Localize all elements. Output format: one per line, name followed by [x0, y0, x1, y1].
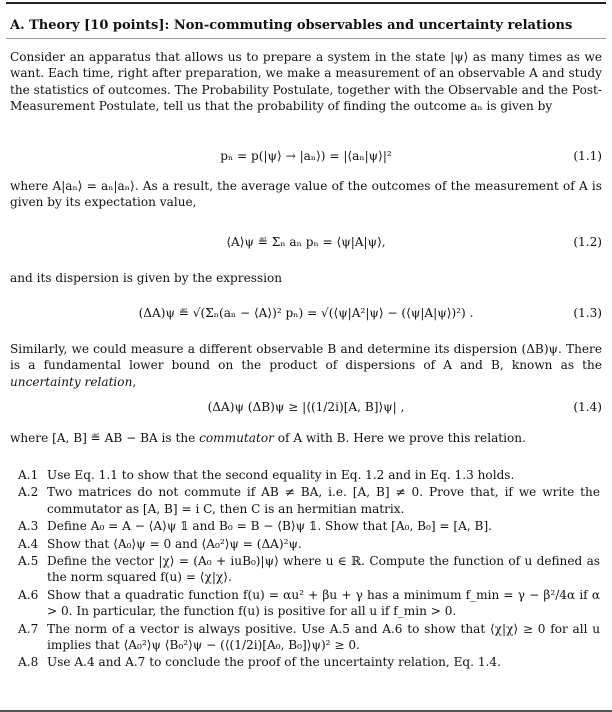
task-text: Show that ⟨A₀⟩ψ = 0 and ⟨A₀²⟩ψ = (ΔA)²ψ. — [47, 536, 302, 551]
equation-1-4-number: (1.4) — [573, 400, 602, 414]
task-text: Define the vector |χ⟩ = (A₀ + iuB₀)|ψ⟩ where u ∈ ℝ. Compute the function of u defined as the norm squared f(u) = ⟨χ|χ⟩. — [47, 554, 600, 585]
uncertainty-text-b: , — [132, 374, 137, 389]
task-item — [18, 654, 600, 670]
expectation-paragraph: where A|aₙ⟩ = aₙ|aₙ⟩. As a result, the average value of the outcomes of the measurement of A is given by its expectation value, — [10, 179, 602, 210]
task-item — [18, 518, 600, 534]
task-list — [18, 467, 600, 672]
task-label: A.4 — [18, 536, 39, 551]
commutator-text-b: of A with B. Here we prove this relation. — [273, 431, 526, 445]
intro-paragraph: Consider an apparatus that allows us to prepare a system in the state |ψ⟩ as many times as we want. Each time, right after preparation, we make a measurement of an observable A and study the statistics of outcomes. The Probability Postulate, together with the Observable and the Post-Measurement Postulate, tell us that the probability of finding the outcome aₙ is given by — [10, 50, 602, 114]
equation-1-3-math: (ΔA)ψ ≝ √(Σₙ(aₙ − ⟨A⟩)² pₙ) = √(⟨ψ|A²|ψ⟩ − (⟨ψ|A|ψ⟩)²) . — [138, 306, 474, 320]
equation-1-2 — [10, 234, 602, 254]
task-item — [18, 484, 600, 517]
equation-1-3 — [10, 305, 602, 325]
commutator-text-a: where [A, B] ≝ AB − BA is the — [10, 431, 200, 445]
equation-1-2-math: ⟨A⟩ψ ≝ Σₙ aₙ pₙ = ⟨ψ|A|ψ⟩, — [226, 235, 386, 249]
task-item — [18, 587, 600, 620]
task-text: Use Eq. 1.1 to show that the second equality in Eq. 1.2 and in Eq. 1.3 holds. — [47, 468, 515, 482]
section-title: A. Theory [10 points]: Non-commuting observables and uncertainty relations — [10, 18, 573, 33]
task-label: A.5 — [18, 554, 39, 569]
task-text: Show that a quadratic function f(u) = αu² + βu + γ has a minimum f_min = γ − β²/4α if α > 0. In particular, the function f(u) is positive for all u if f_min > 0. — [47, 587, 600, 619]
task-text: Define A₀ = A − ⟨A⟩ψ 𝟙 and B₀ = B − ⟨B⟩ψ 𝟙. Show that [A₀, B₀] = [A, B]. — [47, 519, 493, 534]
top-rule — [6, 2, 606, 4]
uncertainty-paragraph — [10, 341, 602, 390]
task-text: The norm of a vector is always positive. Use A.5 and A.6 to show that ⟨χ|χ⟩ ≥ 0 for all u implies that ⟨A₀²⟩ψ ⟨B₀²⟩ψ − (⟨(1/2i)[A₀, B₀]⟩ψ)² ≥ 0. — [47, 621, 600, 653]
equation-1-1 — [10, 148, 602, 168]
task-label: A.2 — [18, 485, 39, 500]
task-item — [18, 553, 600, 586]
uncertainty-text-a: Similarly, we could measure a different observable B and determine its dispersion (ΔB)ψ. There is a fundamental lower bound on the product of dispersions of A and B, known as the — [10, 342, 602, 373]
task-item — [18, 621, 600, 654]
dispersion-paragraph: and its dispersion is given by the expression — [10, 271, 283, 285]
equation-1-4 — [10, 399, 602, 419]
task-text: Two matrices do not commute if AB ≠ BA, i.e. [A, B] ≠ 0. Prove that, if we write the commutator as [A, B] = i C, then C is an hermitian matrix. — [47, 485, 600, 516]
task-text: Use A.4 and A.7 to conclude the proof of the uncertainty relation, Eq. 1.4. — [47, 655, 501, 670]
title-underline — [6, 38, 606, 39]
equation-1-3-number: (1.3) — [573, 306, 602, 320]
equation-1-2-number: (1.2) — [573, 235, 602, 249]
task-label: A.1 — [18, 468, 39, 482]
task-label: A.8 — [18, 655, 39, 670]
equation-1-1-math: pₙ = p(|ψ⟩ → |aₙ⟩) = |⟨aₙ|ψ⟩|² — [220, 149, 392, 163]
task-label: A.3 — [18, 519, 39, 534]
uncertainty-term: uncertainty relation — [10, 374, 133, 389]
task-item — [18, 467, 600, 483]
commutator-term: commutator — [199, 431, 274, 445]
equation-1-4-math: (ΔA)ψ (ΔB)ψ ≥ |⟨(1/2i)[A, B]⟩ψ| , — [207, 400, 405, 414]
task-label: A.7 — [18, 621, 39, 636]
task-label: A.6 — [18, 587, 39, 602]
equation-1-1-number: (1.1) — [573, 149, 602, 163]
task-item — [18, 536, 600, 552]
commutator-paragraph — [10, 430, 602, 446]
